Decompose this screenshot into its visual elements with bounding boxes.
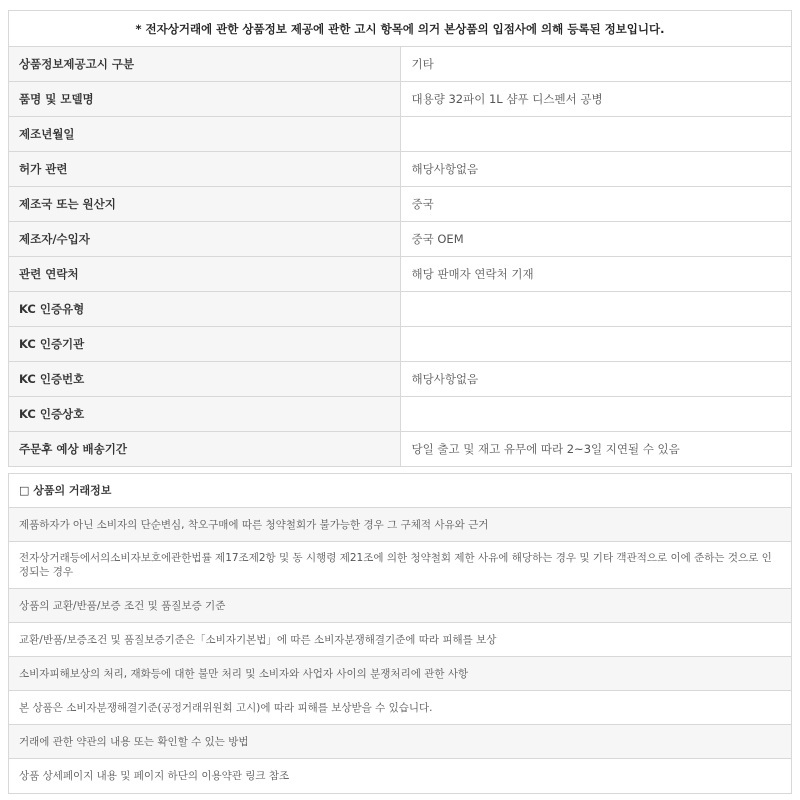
table-row — [9, 152, 792, 187]
product-info-table — [8, 10, 792, 467]
trade-answer: 상품 상세페이지 내용 및 페이지 하단의 이용약관 링크 참조 — [9, 759, 791, 793]
row-label: 관련 연락처 — [9, 257, 401, 292]
row-label: 허가 관련 — [9, 152, 401, 187]
row-value: 당일 출고 및 재고 유무에 따라 2~3일 지연될 수 있음 — [400, 432, 792, 467]
row-value — [400, 397, 792, 432]
row-label: 주문후 예상 배송기간 — [9, 432, 401, 467]
table-row — [9, 82, 792, 117]
table-row — [9, 47, 792, 82]
trade-info-title: □ 상품의 거래정보 — [9, 474, 791, 508]
trade-question: 거래에 관한 약관의 내용 또는 확인할 수 있는 방법 — [9, 725, 791, 759]
table-row — [9, 432, 792, 467]
row-value: 대용량 32파이 1L 샴푸 디스펜서 공병 — [400, 82, 792, 117]
row-label: KC 인증기관 — [9, 327, 401, 362]
row-label: 상품정보제공고시 구분 — [9, 47, 401, 82]
notice-row — [9, 11, 792, 47]
trade-question: 상품의 교환/반품/보증 조건 및 품질보증 기준 — [9, 589, 791, 623]
row-value — [400, 117, 792, 152]
row-label: KC 인증번호 — [9, 362, 401, 397]
row-value: 해당사항없음 — [400, 362, 792, 397]
product-info-notice — [8, 10, 792, 794]
row-value: 중국 — [400, 187, 792, 222]
row-value — [400, 327, 792, 362]
trade-question: 제품하자가 아닌 소비자의 단순변심, 착오구매에 따른 청약철회가 불가능한 경우 그 구체적 사유와 근거 — [9, 508, 791, 542]
trade-info-section — [8, 473, 792, 794]
table-row — [9, 327, 792, 362]
notice-text: * 전자상거래에 관한 상품정보 제공에 관한 고시 항목에 의거 본상품의 입점사에 의해 등록된 정보입니다. — [9, 11, 792, 47]
row-label: 제조자/수입자 — [9, 222, 401, 257]
row-value: 해당사항없음 — [400, 152, 792, 187]
table-row — [9, 292, 792, 327]
trade-answer: 교환/반품/보증조건 및 품질보증기준은「소비자기본법」에 따른 소비자분쟁해결기준에 따라 피해를 보상 — [9, 623, 791, 657]
row-label: 제조년월일 — [9, 117, 401, 152]
row-value — [400, 292, 792, 327]
row-value: 중국 OEM — [400, 222, 792, 257]
row-value: 해당 판매자 연락처 기재 — [400, 257, 792, 292]
trade-answer: 전자상거래등에서의소비자보호에관한법률 제17조제2항 및 동 시행령 제21조에 의한 청약철회 제한 사유에 해당하는 경우 및 기타 객관적으로 이에 준하는 것으로 인정되는 경우 — [9, 542, 791, 589]
row-label: KC 인증상호 — [9, 397, 401, 432]
row-label: KC 인증유형 — [9, 292, 401, 327]
table-row — [9, 117, 792, 152]
trade-question: 소비자피해보상의 처리, 재화등에 대한 불만 처리 및 소비자와 사업자 사이의 분쟁처리에 관한 사항 — [9, 657, 791, 691]
table-row — [9, 362, 792, 397]
table-row — [9, 187, 792, 222]
row-label: 품명 및 모델명 — [9, 82, 401, 117]
table-row — [9, 397, 792, 432]
row-label: 제조국 또는 원산지 — [9, 187, 401, 222]
row-value: 기타 — [400, 47, 792, 82]
table-row — [9, 222, 792, 257]
table-row — [9, 257, 792, 292]
trade-answer: 본 상품은 소비자분쟁해결기준(공정거래위원회 고시)에 따라 피해를 보상받을 수 있습니다. — [9, 691, 791, 725]
